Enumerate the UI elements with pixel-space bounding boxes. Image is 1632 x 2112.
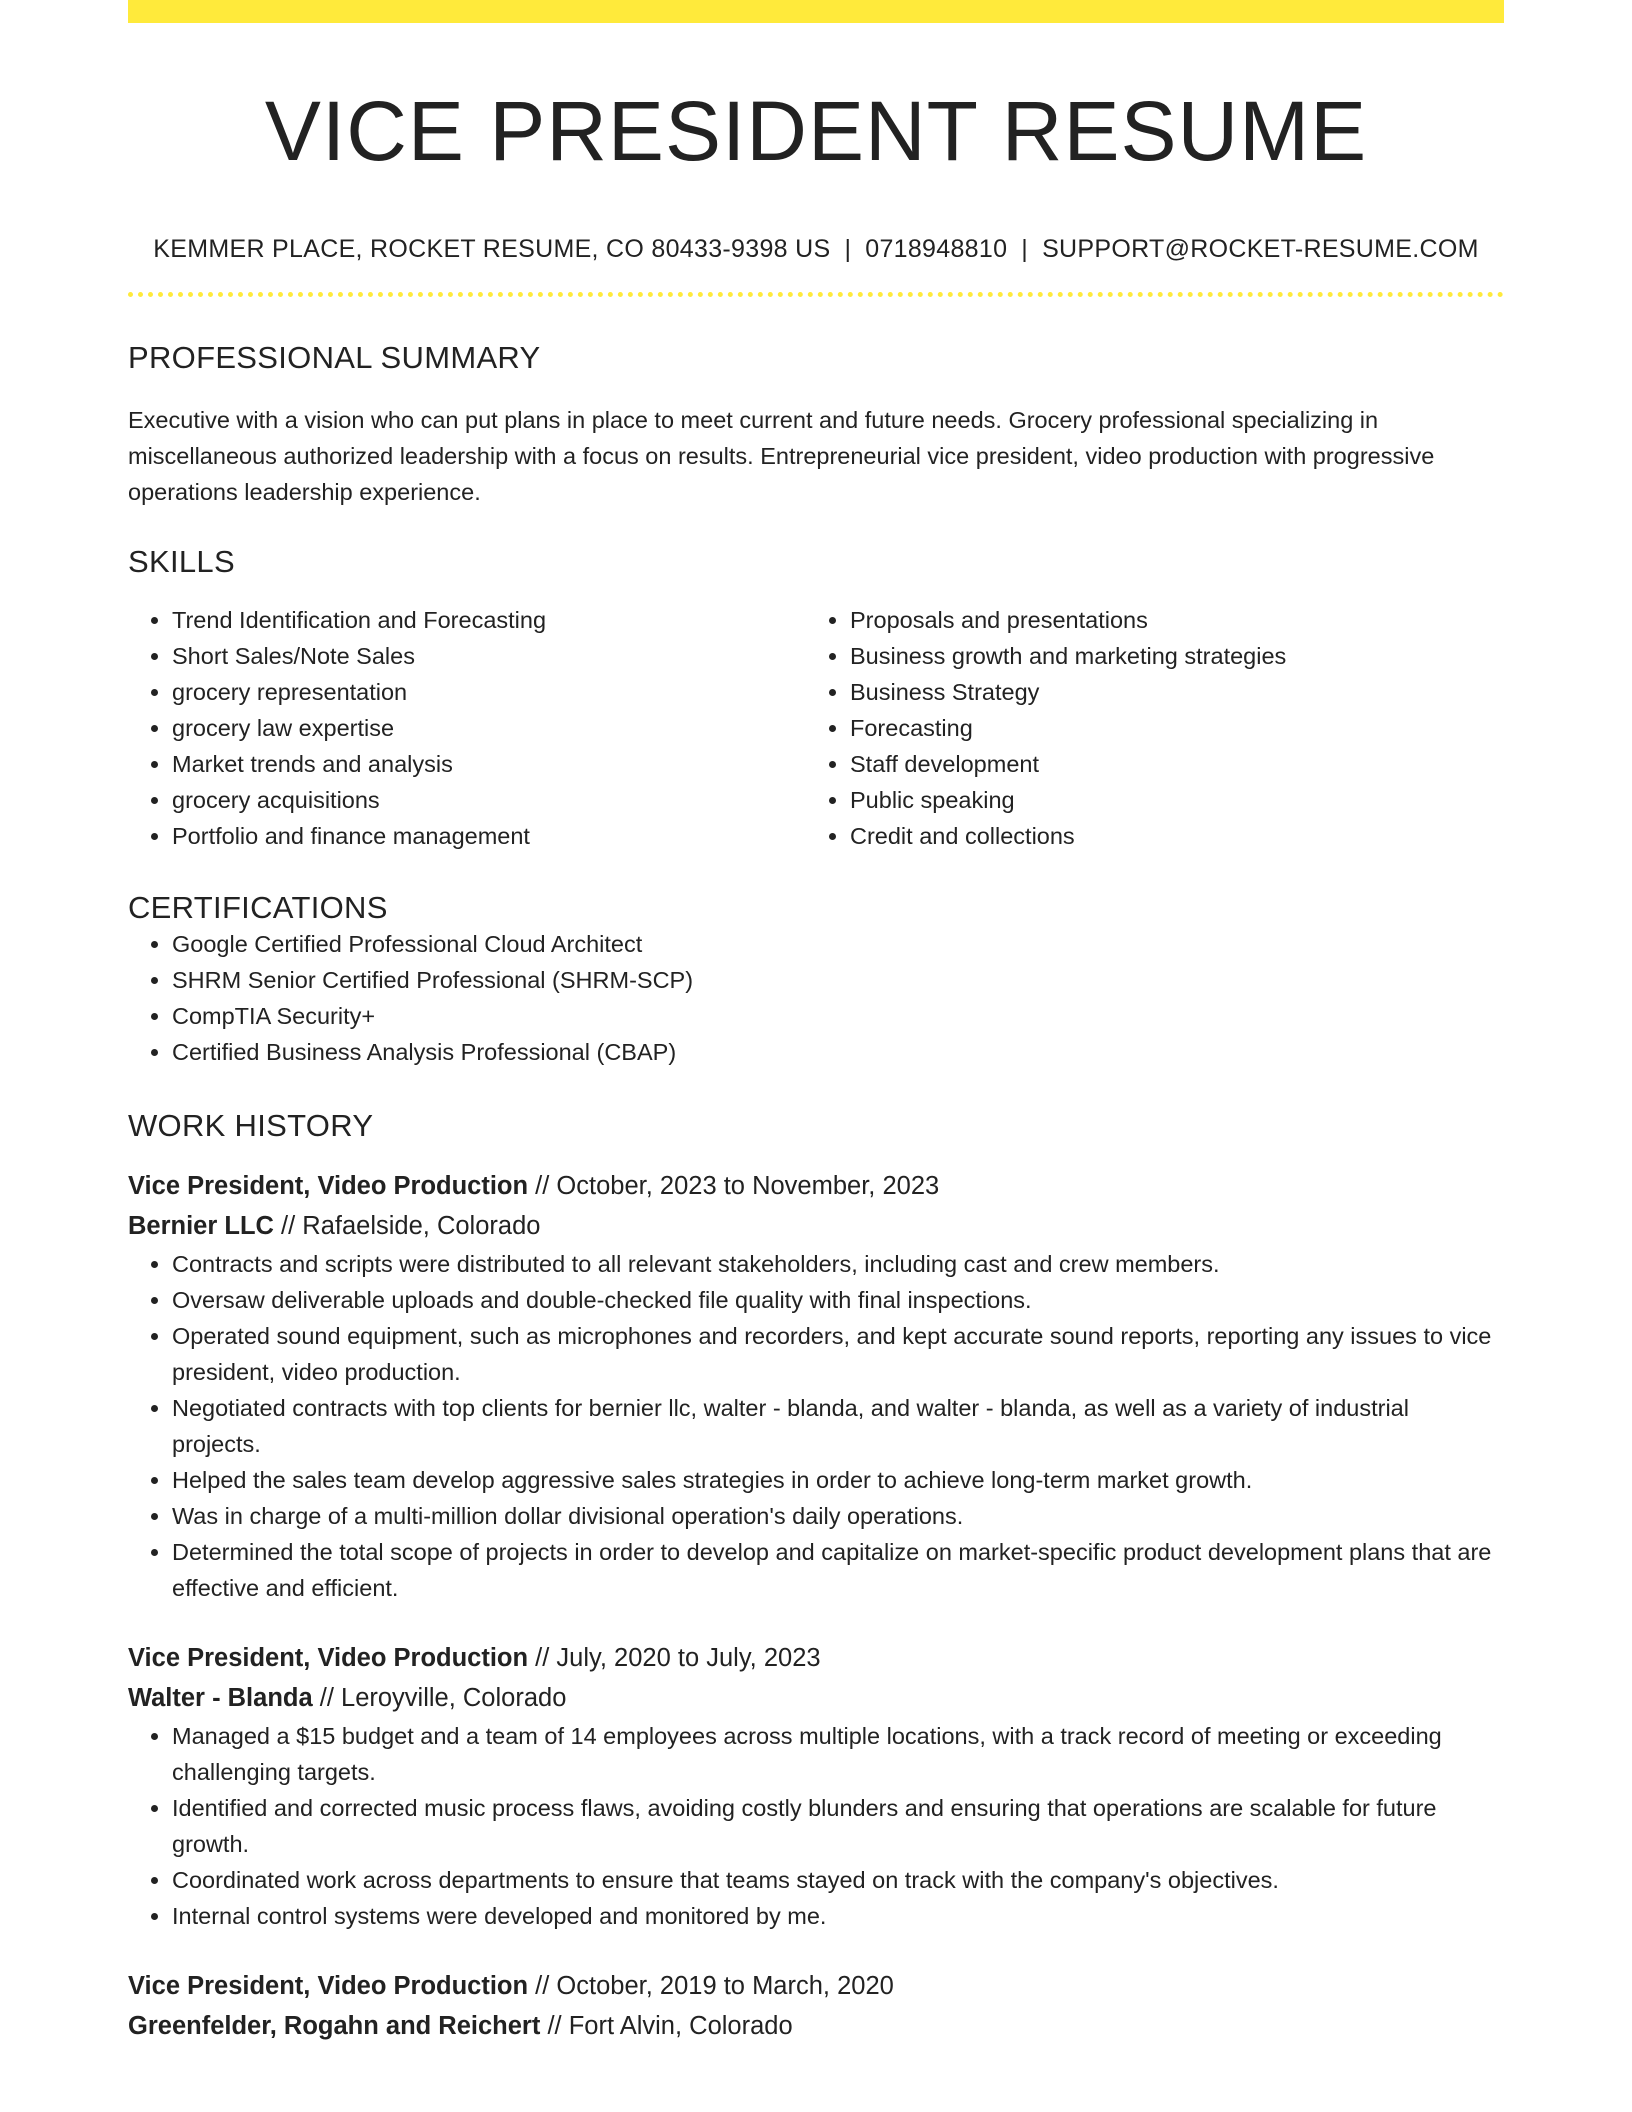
- contact-separator: |: [1021, 235, 1029, 264]
- section-heading-certifications: CERTIFICATIONS: [128, 890, 388, 926]
- job-company: Walter - Blanda: [128, 1684, 313, 1713]
- skills-column-right: [806, 602, 1484, 854]
- job-bullet: • Internal control systems were developed and monitored by me.: [172, 1898, 1504, 1934]
- job-title-line: [128, 1638, 1504, 1678]
- skills-list-left: [128, 602, 806, 854]
- job-company-line: [128, 1206, 1504, 1246]
- job-bullet: • Helped the sales team develop aggressive sales strategies in order to achieve long-term market growth.: [172, 1462, 1504, 1498]
- contact-separator: |: [844, 235, 852, 264]
- contact-email: SUPPORT@ROCKET-RESUME.COM: [1042, 235, 1479, 264]
- certification-item: • Google Certified Professional Cloud Architect: [172, 926, 1504, 962]
- job-location: // Fort Alvin, Colorado: [540, 2012, 793, 2041]
- resume-content: [128, 0, 1504, 2046]
- job-bullet-list: [128, 1718, 1504, 1934]
- skill-item: • Portfolio and finance management: [172, 818, 806, 854]
- job-entry: [128, 1638, 1504, 1934]
- job-bullet: • Contracts and scripts were distributed to all relevant stakeholders, including cast and crew members.: [172, 1246, 1504, 1282]
- skills-column-left: [128, 602, 806, 854]
- contact-line: [128, 235, 1504, 264]
- skill-item: • Short Sales/Note Sales: [172, 638, 806, 674]
- summary-text: Executive with a vision who can put plans in place to meet current and future needs. Grocery professional specializing in miscellaneous authorized leadership with a focus on results. Entrepreneurial vice president, video production with progressive operations leadership experience.: [128, 407, 1435, 506]
- skill-item: • grocery acquisitions: [172, 782, 806, 818]
- job-bullet: • Determined the total scope of projects in order to develop and capitalize on market-specific product development plans that are effective and efficient.: [172, 1534, 1504, 1606]
- job-entry: [128, 1166, 1504, 1606]
- job-bullet: • Was in charge of a multi-million dollar divisional operation's daily operations.: [172, 1498, 1504, 1534]
- job-bullet: • Identified and corrected music process flaws, avoiding costly blunders and ensuring that operations are scalable for future growth.: [172, 1790, 1504, 1862]
- skill-item: • Market trends and analysis: [172, 746, 806, 782]
- skill-item: • grocery law expertise: [172, 710, 806, 746]
- job-bullet-list: [128, 1246, 1504, 1606]
- job-title: Vice President, Video Production: [128, 1972, 529, 2001]
- skills-columns: [128, 602, 1504, 854]
- job-bullet: • Negotiated contracts with top clients for bernier llc, walter - blanda, and walter - blanda, as well as a variety of industrial projects.: [172, 1390, 1504, 1462]
- certification-item: • Certified Business Analysis Professional (CBAP): [172, 1034, 1504, 1070]
- job-bullet: • Operated sound equipment, such as microphones and recorders, and kept accurate sound reports, reporting any issues to vice president, video production.: [172, 1318, 1504, 1390]
- section-heading-work-history: WORK HISTORY: [128, 1108, 374, 1144]
- job-location: // Leroyville, Colorado: [312, 1684, 567, 1713]
- job-company: Greenfelder, Rogahn and Reichert: [128, 2012, 541, 2041]
- skill-item: • Credit and collections: [850, 818, 1484, 854]
- job-title: Vice President, Video Production: [128, 1644, 529, 1673]
- job-location: // Rafaelside, Colorado: [273, 1212, 541, 1241]
- job-dates: // October, 2019 to March, 2020: [528, 1972, 894, 2001]
- skill-item: • Staff development: [850, 746, 1484, 782]
- work-history-section: [128, 1108, 1504, 2046]
- skill-item: • grocery representation: [172, 674, 806, 710]
- contact-address: KEMMER PLACE, ROCKET RESUME, CO 80433-9398 US: [153, 235, 831, 264]
- certifications-list: [128, 926, 1504, 1070]
- job-company: Bernier LLC: [128, 1212, 274, 1241]
- document-title: VICE PRESIDENT RESUME: [264, 84, 1368, 178]
- skill-item: • Public speaking: [850, 782, 1484, 818]
- contact-phone: 0718948810: [865, 235, 1008, 264]
- certifications-section: [128, 890, 1504, 1070]
- job-dates: // July, 2020 to July, 2023: [528, 1644, 821, 1673]
- job-title-line: [128, 1966, 1504, 2006]
- section-heading-summary: PROFESSIONAL SUMMARY: [128, 340, 541, 376]
- job-title: Vice President, Video Production: [128, 1172, 529, 1201]
- top-accent-bar: [128, 0, 1504, 23]
- skill-item: • Business growth and marketing strategies: [850, 638, 1484, 674]
- skill-item: • Proposals and presentations: [850, 602, 1484, 638]
- job-bullet: • Coordinated work across departments to ensure that teams stayed on track with the company's objectives.: [172, 1862, 1504, 1898]
- section-heading-skills: SKILLS: [128, 544, 235, 580]
- job-company-line: [128, 2006, 1504, 2046]
- professional-summary-section: [128, 340, 1504, 510]
- certification-item: • CompTIA Security+: [172, 998, 1504, 1034]
- skill-item: • Trend Identification and Forecasting: [172, 602, 806, 638]
- skills-section: [128, 544, 1504, 854]
- job-title-line: [128, 1166, 1504, 1206]
- skills-list-right: [806, 602, 1484, 854]
- skill-item: • Business Strategy: [850, 674, 1484, 710]
- job-company-line: [128, 1678, 1504, 1718]
- job-dates: // October, 2023 to November, 2023: [528, 1172, 940, 1201]
- dotted-divider: [128, 292, 1504, 297]
- certification-item: • SHRM Senior Certified Professional (SHRM-SCP): [172, 962, 1504, 998]
- job-entry: [128, 1966, 1504, 2046]
- job-bullet: • Oversaw deliverable uploads and double-checked file quality with final inspections.: [172, 1282, 1504, 1318]
- job-bullet: • Managed a $15 budget and a team of 14 employees across multiple locations, with a track record of meeting or exceeding challenging targets.: [172, 1718, 1504, 1790]
- skill-item: • Forecasting: [850, 710, 1484, 746]
